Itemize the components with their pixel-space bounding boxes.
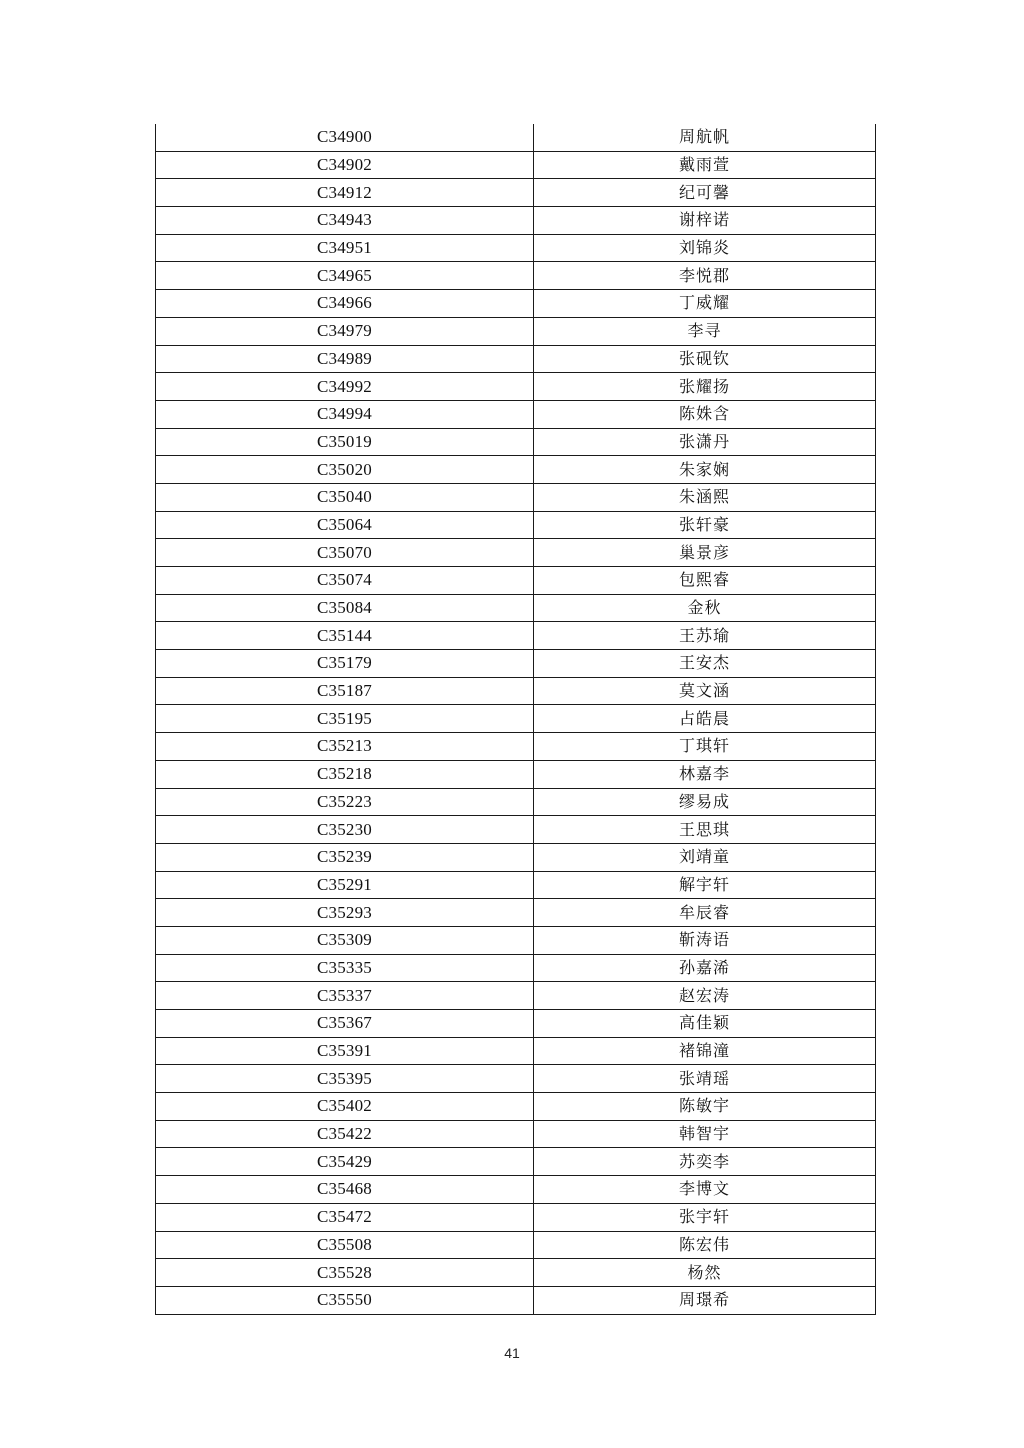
table-row [156, 290, 876, 318]
registration-id-cell: C35223 [156, 788, 534, 816]
table-row [156, 733, 876, 761]
registration-id-cell: C35213 [156, 733, 534, 761]
registration-id-cell: C34994 [156, 400, 534, 428]
registration-id-cell: C35019 [156, 428, 534, 456]
student-name-cell: 周航帆 [534, 124, 876, 151]
page-number: 41 [504, 1345, 520, 1361]
table-row [156, 456, 876, 484]
student-name-cell: 解宇轩 [534, 871, 876, 899]
registration-id-cell: C34902 [156, 151, 534, 179]
table-row [156, 373, 876, 401]
registration-id-cell: C34992 [156, 373, 534, 401]
student-name-cell: 赵宏涛 [534, 982, 876, 1010]
table-row [156, 954, 876, 982]
registration-id-cell: C34951 [156, 234, 534, 262]
table-row [156, 400, 876, 428]
registration-id-cell: C35179 [156, 650, 534, 678]
student-name-cell: 张轩豪 [534, 511, 876, 539]
roster-table-body [156, 124, 876, 1314]
table-row [156, 483, 876, 511]
table-row [156, 760, 876, 788]
registration-id-cell: C35391 [156, 1037, 534, 1065]
student-name-cell: 张潇丹 [534, 428, 876, 456]
registration-id-cell: C35367 [156, 1010, 534, 1038]
table-row [156, 345, 876, 373]
registration-id-cell: C35074 [156, 567, 534, 595]
student-name-cell: 孙嘉浠 [534, 954, 876, 982]
student-name-cell: 王苏瑜 [534, 622, 876, 650]
student-name-cell: 刘锦炎 [534, 234, 876, 262]
table-row [156, 871, 876, 899]
table-row [156, 1148, 876, 1176]
registration-id-cell: C35335 [156, 954, 534, 982]
registration-id-cell: C35309 [156, 926, 534, 954]
registration-id-cell: C35472 [156, 1203, 534, 1231]
student-name-cell: 丁琪轩 [534, 733, 876, 761]
student-name-cell: 林嘉李 [534, 760, 876, 788]
registration-id-cell: C35395 [156, 1065, 534, 1093]
registration-id-cell: C35084 [156, 594, 534, 622]
registration-id-cell: C35187 [156, 677, 534, 705]
student-name-cell: 苏奕李 [534, 1148, 876, 1176]
table-row [156, 539, 876, 567]
registration-id-cell: C35218 [156, 760, 534, 788]
table-row [156, 207, 876, 235]
student-name-cell: 高佳颖 [534, 1010, 876, 1038]
table-row [156, 1176, 876, 1204]
registration-id-cell: C35337 [156, 982, 534, 1010]
student-name-cell: 李寻 [534, 317, 876, 345]
registration-id-cell: C35291 [156, 871, 534, 899]
registration-id-cell: C35144 [156, 622, 534, 650]
student-name-cell: 王思琪 [534, 816, 876, 844]
registration-id-cell: C35429 [156, 1148, 534, 1176]
student-name-cell: 纪可馨 [534, 179, 876, 207]
registration-id-cell: C35468 [156, 1176, 534, 1204]
registration-id-cell: C35422 [156, 1120, 534, 1148]
registration-id-cell: C34966 [156, 290, 534, 318]
registration-id-cell: C34979 [156, 317, 534, 345]
student-name-cell: 陈敏宇 [534, 1093, 876, 1121]
table-row [156, 1010, 876, 1038]
student-name-cell: 张砚钦 [534, 345, 876, 373]
student-name-cell: 巢景彦 [534, 539, 876, 567]
table-row [156, 511, 876, 539]
registration-id-cell: C34943 [156, 207, 534, 235]
registration-id-cell: C35293 [156, 899, 534, 927]
registration-id-cell: C35402 [156, 1093, 534, 1121]
registration-id-cell: C34965 [156, 262, 534, 290]
student-name-cell: 占皓晨 [534, 705, 876, 733]
table-row [156, 262, 876, 290]
registration-id-cell: C35070 [156, 539, 534, 567]
registration-id-cell: C35040 [156, 483, 534, 511]
registration-id-cell: C34900 [156, 124, 534, 151]
student-name-cell: 莫文涵 [534, 677, 876, 705]
table-row [156, 1203, 876, 1231]
table-row [156, 816, 876, 844]
table-row [156, 1231, 876, 1259]
table-row [156, 151, 876, 179]
registration-id-cell: C34989 [156, 345, 534, 373]
roster-table [155, 124, 876, 1315]
student-name-cell: 牟辰睿 [534, 899, 876, 927]
table-row [156, 899, 876, 927]
student-name-cell: 靳涛语 [534, 926, 876, 954]
student-name-cell: 谢梓诺 [534, 207, 876, 235]
table-row [156, 124, 876, 151]
registration-id-cell: C35239 [156, 843, 534, 871]
student-name-cell: 陈姝含 [534, 400, 876, 428]
student-name-cell: 王安杰 [534, 650, 876, 678]
student-name-cell: 周璟希 [534, 1286, 876, 1314]
student-name-cell: 朱家娴 [534, 456, 876, 484]
student-name-cell: 张宇轩 [534, 1203, 876, 1231]
table-row [156, 788, 876, 816]
table-row [156, 926, 876, 954]
table-row [156, 622, 876, 650]
table-row [156, 843, 876, 871]
student-name-cell: 陈宏伟 [534, 1231, 876, 1259]
table-row [156, 1093, 876, 1121]
registration-id-cell: C35528 [156, 1259, 534, 1287]
student-name-cell: 刘靖童 [534, 843, 876, 871]
table-row [156, 317, 876, 345]
registration-id-cell: C35064 [156, 511, 534, 539]
registration-id-cell: C35020 [156, 456, 534, 484]
registration-id-cell: C35508 [156, 1231, 534, 1259]
student-name-cell: 金秋 [534, 594, 876, 622]
student-name-cell: 褚锦潼 [534, 1037, 876, 1065]
table-row [156, 650, 876, 678]
table-row [156, 1120, 876, 1148]
registration-id-cell: C34912 [156, 179, 534, 207]
student-name-cell: 朱涵熙 [534, 483, 876, 511]
student-name-cell: 缪易成 [534, 788, 876, 816]
student-name-cell: 李悦郡 [534, 262, 876, 290]
table-row [156, 982, 876, 1010]
table-row [156, 705, 876, 733]
student-name-cell: 李博文 [534, 1176, 876, 1204]
table-row [156, 1286, 876, 1314]
table-row [156, 1065, 876, 1093]
registration-id-cell: C35230 [156, 816, 534, 844]
table-row [156, 234, 876, 262]
student-name-cell: 张耀扬 [534, 373, 876, 401]
table-row [156, 1259, 876, 1287]
table-row [156, 1037, 876, 1065]
student-name-cell: 韩智宇 [534, 1120, 876, 1148]
table-row [156, 677, 876, 705]
table-row [156, 567, 876, 595]
student-name-cell: 戴雨萱 [534, 151, 876, 179]
registration-id-cell: C35195 [156, 705, 534, 733]
student-name-cell: 杨然 [534, 1259, 876, 1287]
table-row [156, 428, 876, 456]
table-row [156, 179, 876, 207]
registration-id-cell: C35550 [156, 1286, 534, 1314]
student-name-cell: 包熙睿 [534, 567, 876, 595]
student-name-cell: 丁威耀 [534, 290, 876, 318]
student-name-cell: 张靖瑶 [534, 1065, 876, 1093]
table-row [156, 594, 876, 622]
